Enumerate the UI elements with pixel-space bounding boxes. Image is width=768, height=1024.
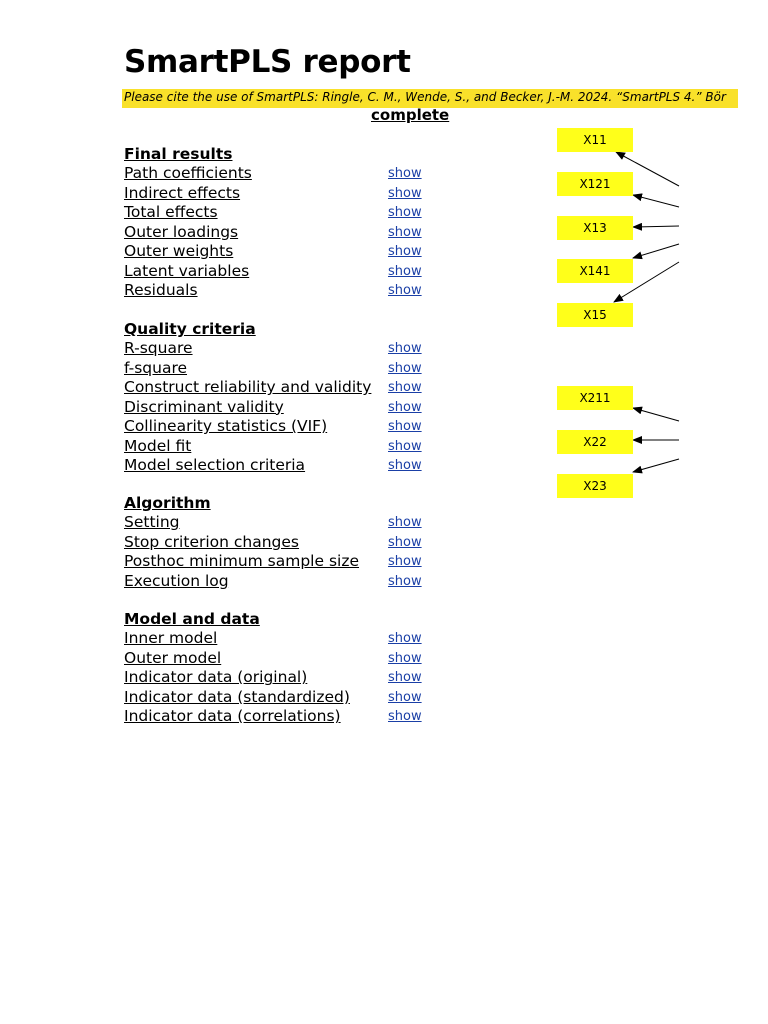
indicator-box: X11 xyxy=(557,128,633,152)
report-item-label[interactable]: Model fit xyxy=(124,436,192,455)
report-item-label[interactable]: Stop criterion changes xyxy=(124,532,300,551)
show-link[interactable]: show xyxy=(388,709,422,725)
show-link[interactable]: show xyxy=(388,438,422,454)
report-item-row xyxy=(124,281,444,300)
report-item-label[interactable]: Setting xyxy=(124,513,180,532)
report-item-row xyxy=(124,572,444,591)
report-item-label[interactable]: Indicator data (standardized) xyxy=(124,687,350,706)
arrow-x121 xyxy=(633,195,679,207)
arrow-x141 xyxy=(633,244,679,258)
report-item-label[interactable]: Outer model xyxy=(124,648,222,667)
indicator-box: X22 xyxy=(557,430,633,454)
arrow-x13 xyxy=(633,226,679,227)
show-link[interactable]: show xyxy=(388,458,422,474)
report-item-row xyxy=(124,417,444,436)
show-link[interactable]: show xyxy=(388,631,422,647)
report-item-label[interactable]: Collinearity statistics (VIF) xyxy=(124,417,328,436)
show-link[interactable]: show xyxy=(388,399,422,415)
show-link[interactable]: show xyxy=(388,670,422,686)
report-item-row xyxy=(124,359,444,378)
show-link[interactable]: show xyxy=(388,166,422,182)
report-item-row xyxy=(124,398,444,417)
report-item-row xyxy=(124,513,444,532)
show-link[interactable]: show xyxy=(388,244,422,260)
report-item-label[interactable]: Indicator data (original) xyxy=(124,668,308,687)
indicator-box: X121 xyxy=(557,172,633,196)
report-item-row xyxy=(124,203,444,222)
report-item-label[interactable]: Inner model xyxy=(124,629,218,648)
show-link[interactable]: show xyxy=(388,380,422,396)
report-title: SmartPLS report xyxy=(124,44,411,80)
section-title: Algorithm xyxy=(124,494,211,512)
show-link[interactable]: show xyxy=(388,185,422,201)
show-link[interactable]: show xyxy=(388,341,422,357)
arrow-x211 xyxy=(633,408,679,421)
show-link[interactable]: show xyxy=(388,650,422,666)
report-item-row xyxy=(124,707,444,726)
report-item-label[interactable]: Latent variables xyxy=(124,261,250,280)
indicator-box: X13 xyxy=(557,216,633,240)
report-item-row xyxy=(124,223,444,242)
report-item-label[interactable]: f-square xyxy=(124,358,188,377)
show-link[interactable]: show xyxy=(388,224,422,240)
report-item-label[interactable]: Residuals xyxy=(124,281,198,300)
report-item-label[interactable]: Model selection criteria xyxy=(124,456,306,475)
report-item-label[interactable]: Construct reliability and validity xyxy=(124,378,372,397)
status-label: complete xyxy=(371,106,450,124)
section-heading xyxy=(124,320,444,339)
show-link[interactable]: show xyxy=(388,554,422,570)
section-title: Quality criteria xyxy=(124,320,256,338)
report-item-row xyxy=(124,242,444,261)
show-link[interactable]: show xyxy=(388,419,422,435)
report-item-label[interactable]: R-square xyxy=(124,339,193,358)
show-link[interactable]: show xyxy=(388,205,422,221)
report-item-row xyxy=(124,552,444,571)
report-item-label[interactable]: Indicator data (correlations) xyxy=(124,707,341,726)
section-title: Model and data xyxy=(124,610,260,628)
show-link[interactable]: show xyxy=(388,573,422,589)
section-heading xyxy=(124,610,444,629)
show-link[interactable]: show xyxy=(388,534,422,550)
show-link[interactable]: show xyxy=(388,689,422,705)
report-item-row xyxy=(124,164,444,183)
report-index xyxy=(124,0,444,1024)
show-link[interactable]: show xyxy=(388,263,422,279)
show-link[interactable]: show xyxy=(388,360,422,376)
section-heading xyxy=(124,494,444,513)
show-link[interactable]: show xyxy=(388,283,422,299)
report-item-label[interactable]: Outer weights xyxy=(124,242,234,261)
report-item-row xyxy=(124,533,444,552)
report-item-label[interactable]: Indirect effects xyxy=(124,183,241,202)
indicator-box: X23 xyxy=(557,474,633,498)
citation-text: Please cite the use of SmartPLS: Ringle, C. M., Wende, S., and Becker, J.-M. 2024. “SmartPLS 4.” Bör xyxy=(124,90,726,104)
indicator-box: X211 xyxy=(557,386,633,410)
report-item-row xyxy=(124,339,444,358)
indicator-box: X141 xyxy=(557,259,633,283)
report-item-label[interactable]: Execution log xyxy=(124,571,229,590)
report-item-label[interactable]: Posthoc minimum sample size xyxy=(124,552,360,571)
indicator-box: X15 xyxy=(557,303,633,327)
report-item-row xyxy=(124,378,444,397)
section-heading xyxy=(124,145,444,164)
report-item-row xyxy=(124,688,444,707)
report-item-row xyxy=(124,668,444,687)
arrow-x23 xyxy=(633,459,679,472)
report-item-row xyxy=(124,437,444,456)
report-item-label[interactable]: Path coefficients xyxy=(124,164,252,183)
report-item-row xyxy=(124,456,444,475)
report-item-label[interactable]: Total effects xyxy=(124,203,218,222)
section-title: Final results xyxy=(124,145,233,163)
report-item-label[interactable]: Outer loadings xyxy=(124,222,239,241)
show-link[interactable]: show xyxy=(388,515,422,531)
report-item-row xyxy=(124,629,444,648)
report-item-row xyxy=(124,649,444,668)
report-item-row xyxy=(124,262,444,281)
report-item-row xyxy=(124,184,444,203)
report-item-label[interactable]: Discriminant validity xyxy=(124,397,284,416)
